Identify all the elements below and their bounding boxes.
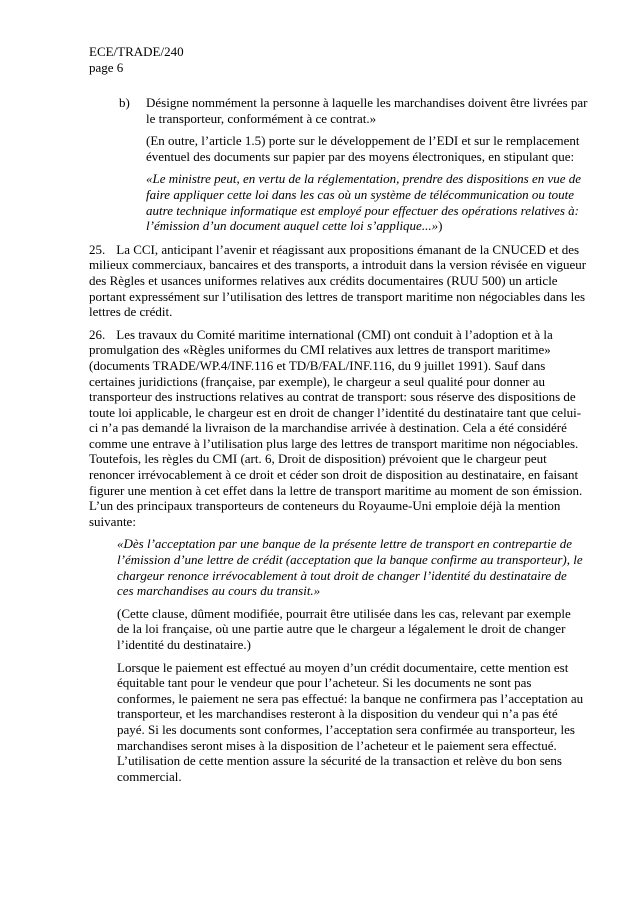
page-header (89, 44, 184, 76)
paragraph-text: Les travaux du Comité maritime international (CMI) ont conduit à l’adoption et à la promulgation des «Règles uniformes du CMI relatives aux lettres de transport maritime» (documents TRADE/WP.4/INF.116 et TD/B/FAL/INF.116, du 9 juillet 1991). Sauf dans certaines juridictions (française, par exemple), le chargeur a seul qualité pour donner au transporteur des instructions relatives au contrat de transport: sous réserve des dispositions de toute loi applicable, le chargeur est en droit de changer l’identité du destinataire tant que celui-ci n’a pas demandé la livraison de la marchandise arrivée à destination. Cela a été considéré comme une entrave à l’utilisation plus large des lettres de transport maritime non négociables. Toutefois, les règles du CMI (art. 6, Droit de disposition) prévoient que le chargeur peut renoncer irrévocablement à ce droit et céder son droit de disposition au destinataire, en faisant figurer une mention à cet effet dans la lettre de transport maritime au moment de son émission. L’un des principaux transporteurs de conteneurs du Royaume-Uni emploie déjà la mention suivante: (89, 326, 583, 529)
item-label: b) (119, 95, 130, 110)
clause-note: (Cette clause, dûment modifiée, pourrait être utilisée dans les cas, relevant par exemple de la loi française, où une partie autre que le chargeur a légalement le droit de changer l’identité du destinataire.) (117, 605, 571, 652)
quoted-clause (117, 536, 585, 598)
paragraph-number: 25. (89, 241, 106, 257)
list-item-b (89, 95, 589, 242)
paragraph-26 (89, 327, 589, 530)
paragraph-text: La CCI, anticipant l’avenir et réagissant aux propositions émanant de la CNUCED et des milieux commerciaux, bancaires et des transports, a introduit dans la version révisée en vigueur des Règles et usances uniformes relatives aux crédits documentaires (RUU 500) un article portant expressément sur l’utilisation des lettres de transport maritime non négociables dans les lettres de crédit. (89, 241, 587, 320)
paragraph-number: 26. (89, 326, 106, 342)
item-quote: «Le ministre peut, en vertu de la réglementation, prendre des dispositions en vue de faire appliquer cette loi dans les cas où un système de télécommunication ou toute autre technique informatique est employé pour effectuer des opérations relatives à: l’émission d’un document auquel cette loi s’applique...» (146, 171, 582, 234)
item-note: (En outre, l’article 1.5) porte sur le développement de l’EDI et sur le remplacement éventuel des documents sur papier par des moyens électroniques, en stipulant que: (146, 133, 580, 164)
item-quote-paragraph (146, 171, 589, 233)
item-content (146, 95, 589, 242)
payment-paragraph: Lorsque le paiement est effectué au moyen d’un crédit documentaire, cette mention est équitable tant pour le vendeur que pour l’acheteur. Si les documents ne sont pas conformes, le paiement ne sera pas effectué: la banque ne confirmera pas l’acceptation au transporteur, et les marchandises resteront à la disposition du vendeur qui n’a pas été payé. Si les documents sont conformes, l’acceptation sera confirmée au transporteur, les marchandises seront mises à la disposition de l’acheteur et le paiement sera effectué. L’utilisation de cette mention assure la sécurité de la transaction et relève du bon sens commercial. (117, 659, 584, 784)
quoted-clause-text: «Dès l’acceptation par une banque de la présente lettre de transport en contrepartie de l’émission d’une lettre de crédit (acceptation que la banque confirme au transporteur), le chargeur renonce irrévocablement à tout droit de changer l’identité du destinataire de ces marchandises au cours du transit.» (117, 536, 583, 599)
item-quote-close: ) (438, 218, 443, 234)
document-reference: ECE/TRADE/240 (89, 44, 184, 59)
document-body (89, 95, 589, 791)
page-number: page 6 (89, 60, 124, 75)
item-text: Désigne nommément la personne à laquelle les marchandises doivent être livrées par le transporteur, conformément à ce contrat.» (146, 95, 588, 126)
paragraph-25 (89, 242, 589, 320)
